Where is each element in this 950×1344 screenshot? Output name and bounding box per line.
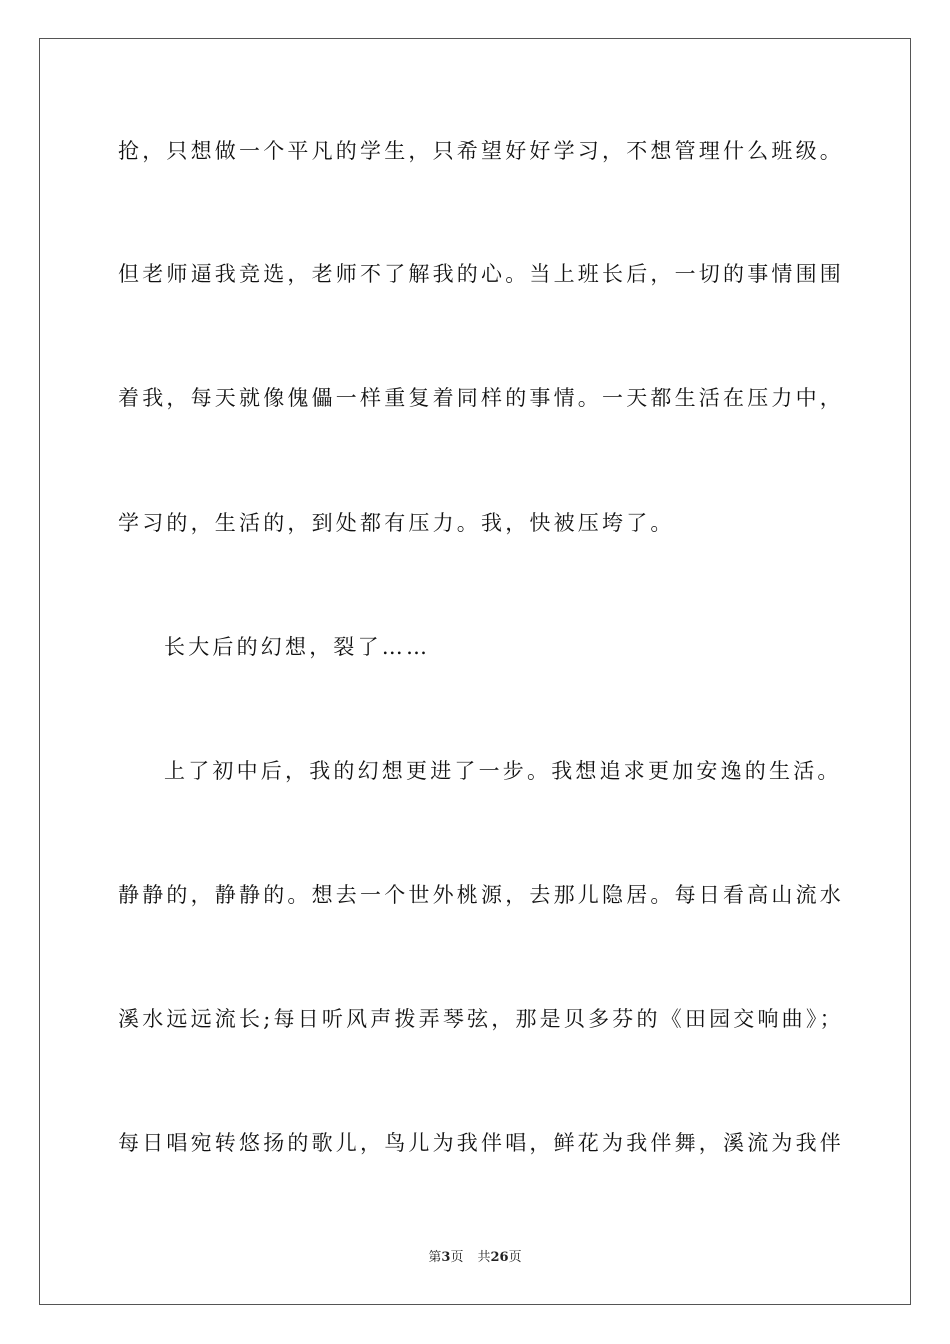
text-line-5: 长大后的幻想，裂了……	[164, 635, 431, 659]
total-suffix: 页	[508, 1250, 522, 1265]
text-line-4: 学习的，生活的，到处都有压力。我，快被压垮了。	[118, 511, 675, 535]
page-suffix: 页	[450, 1250, 464, 1265]
text-line-2: 但老师逼我竞选，老师不了解我的心。当上班长后，一切的事情围围	[118, 262, 844, 286]
page-footer	[0, 1246, 950, 1265]
total-pages: 26	[490, 1250, 509, 1265]
page-prefix: 第	[428, 1250, 442, 1265]
text-line-1: 抢，只想做一个平凡的学生，只希望好好学习，不想管理什么班级。	[118, 139, 844, 163]
text-line-7: 静静的，静静的。想去一个世外桃源，去那儿隐居。每日看高山流水	[118, 883, 844, 907]
total-prefix: 共	[477, 1250, 491, 1265]
text-line-6: 上了初中后，我的幻想更进了一步。我想追求更加安逸的生活。	[164, 759, 842, 783]
page-border	[39, 38, 911, 1305]
text-line-8: 溪水远远流长;每日听风声拨弄琴弦，那是贝多芬的《田园交响曲》；	[118, 1007, 844, 1031]
text-line-3: 着我，每天就像傀儡一样重复着同样的事情。一天都生活在压力中，	[118, 386, 844, 410]
text-line-9: 每日唱宛转悠扬的歌儿，鸟儿为我伴唱，鲜花为我伴舞，溪流为我伴	[118, 1131, 844, 1155]
page-number: 3	[441, 1250, 451, 1265]
